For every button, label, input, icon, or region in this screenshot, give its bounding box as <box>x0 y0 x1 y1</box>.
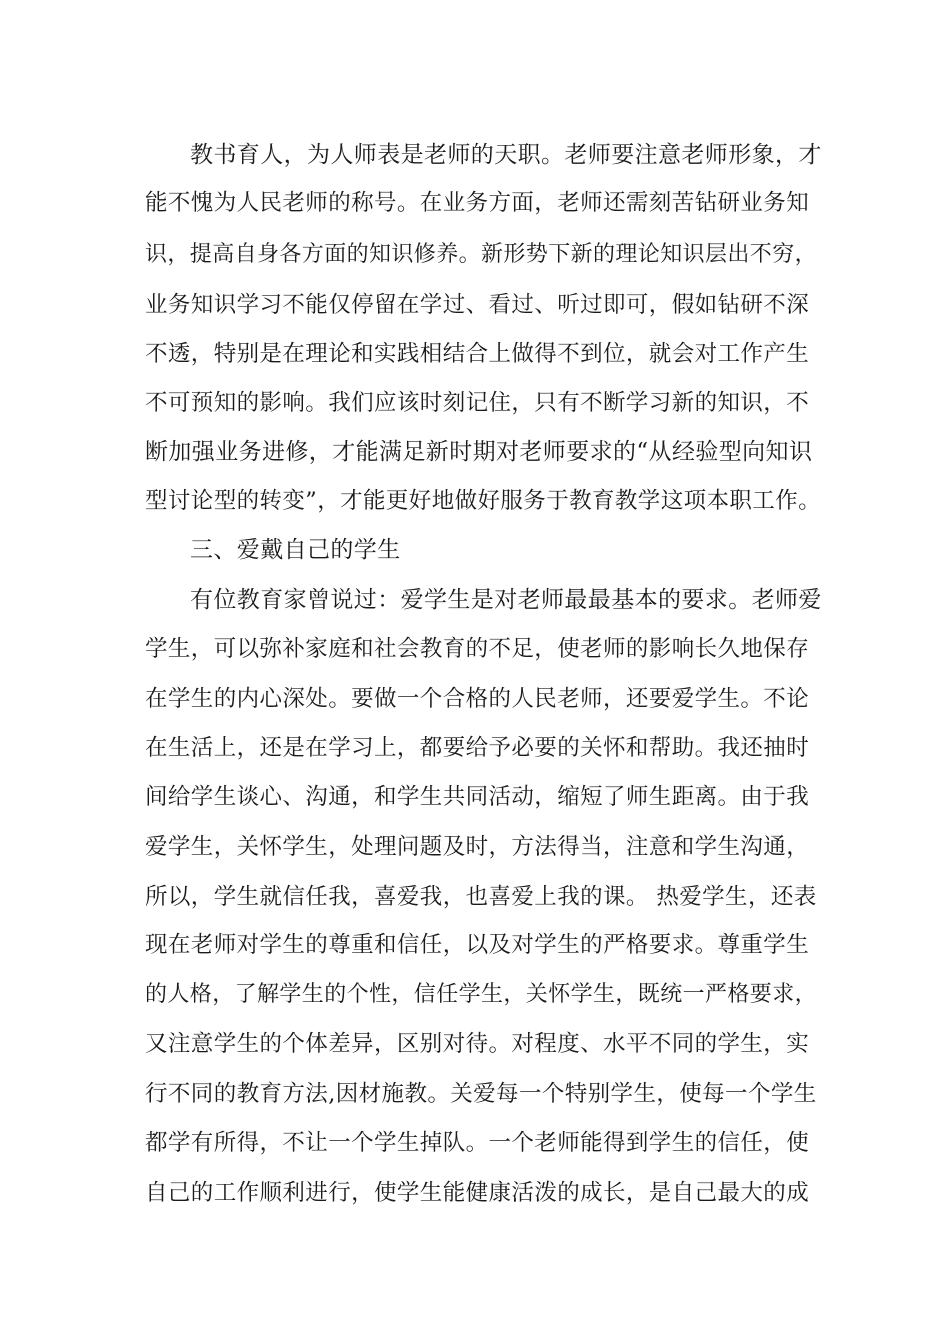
text-line-16: 所以，学生就信任我，喜爱我，也喜爱上我的课。 热爱学生，还表 <box>145 884 817 910</box>
text-line-17: 现在老师对学生的尊重和信任，以及对学生的严格要求。尊重学生 <box>145 932 810 958</box>
text-line-5: 不透，特别是在理论和实践相结合上做得不到位，就会对工作产生 <box>145 341 810 367</box>
text-line-15: 爱学生，关怀学生，处理问题及时，方法得当，注意和学生沟通， <box>145 834 810 860</box>
text-line-6: 不可预知的影响。我们应该时刻记住，只有不断学习新的知识，不 <box>145 390 810 416</box>
text-line-12: 在学生的内心深处。要做一个合格的人民老师，还要爱学生。不论 <box>145 686 810 712</box>
text-line-13: 在生活上，还是在学习上，都要给予必要的关怀和帮助。我还抽时 <box>145 735 810 761</box>
text-line-8: 型讨论型的转变”，才能更好地做好服务于教育教学这项本职工作。 <box>145 488 822 514</box>
text-line-14: 间给学生谈心、沟通，和学生共同活动，缩短了师生距离。由于我 <box>145 784 810 810</box>
text-line-3: 识，提高自身各方面的知识修养。新形势下新的理论知识层出不穷， <box>145 242 818 267</box>
text-line-20: 行不同的教育方法,因材施教。关爱每一个特别学生，使每一个学生 <box>145 1081 817 1107</box>
text-line-7: 断加强业务进修，才能满足新时期对老师要求的“从经验型向知识 <box>145 439 813 465</box>
text-line-19: 又注意学生的个体差异，区别对待。对程度、水平不同的学生，实 <box>145 1031 810 1057</box>
section-heading: 三、爱戴自己的学生 <box>190 537 401 563</box>
text-line-2: 能不愧为人民老师的称号。在业务方面，老师还需刻苦钻研业务知 <box>145 190 810 216</box>
text-line-1: 教书育人，为人师表是老师的天职。老师要注意老师形象，才 <box>190 142 822 168</box>
text-line-18: 的人格，了解学生的个性，信任学生，关怀学生，既统一严格要求， <box>145 982 818 1007</box>
text-line-11: 学生，可以弥补家庭和社会教育的不足，使老师的影响长久地保存 <box>145 636 810 662</box>
text-line-21: 都学有所得，不让一个学生掉队。一个老师能得到学生的信任，使 <box>145 1130 810 1156</box>
text-line-4: 业务知识学习不能仅停留在学过、看过、听过即可，假如钻研不深 <box>145 292 810 318</box>
text-line-22: 自己的工作顺利进行，使学生能健康活泼的成长，是自己最大的成 <box>145 1180 810 1206</box>
text-line-10: 有位教育家曾说过：爱学生是对老师最最基本的要求。老师爱 <box>190 587 822 613</box>
